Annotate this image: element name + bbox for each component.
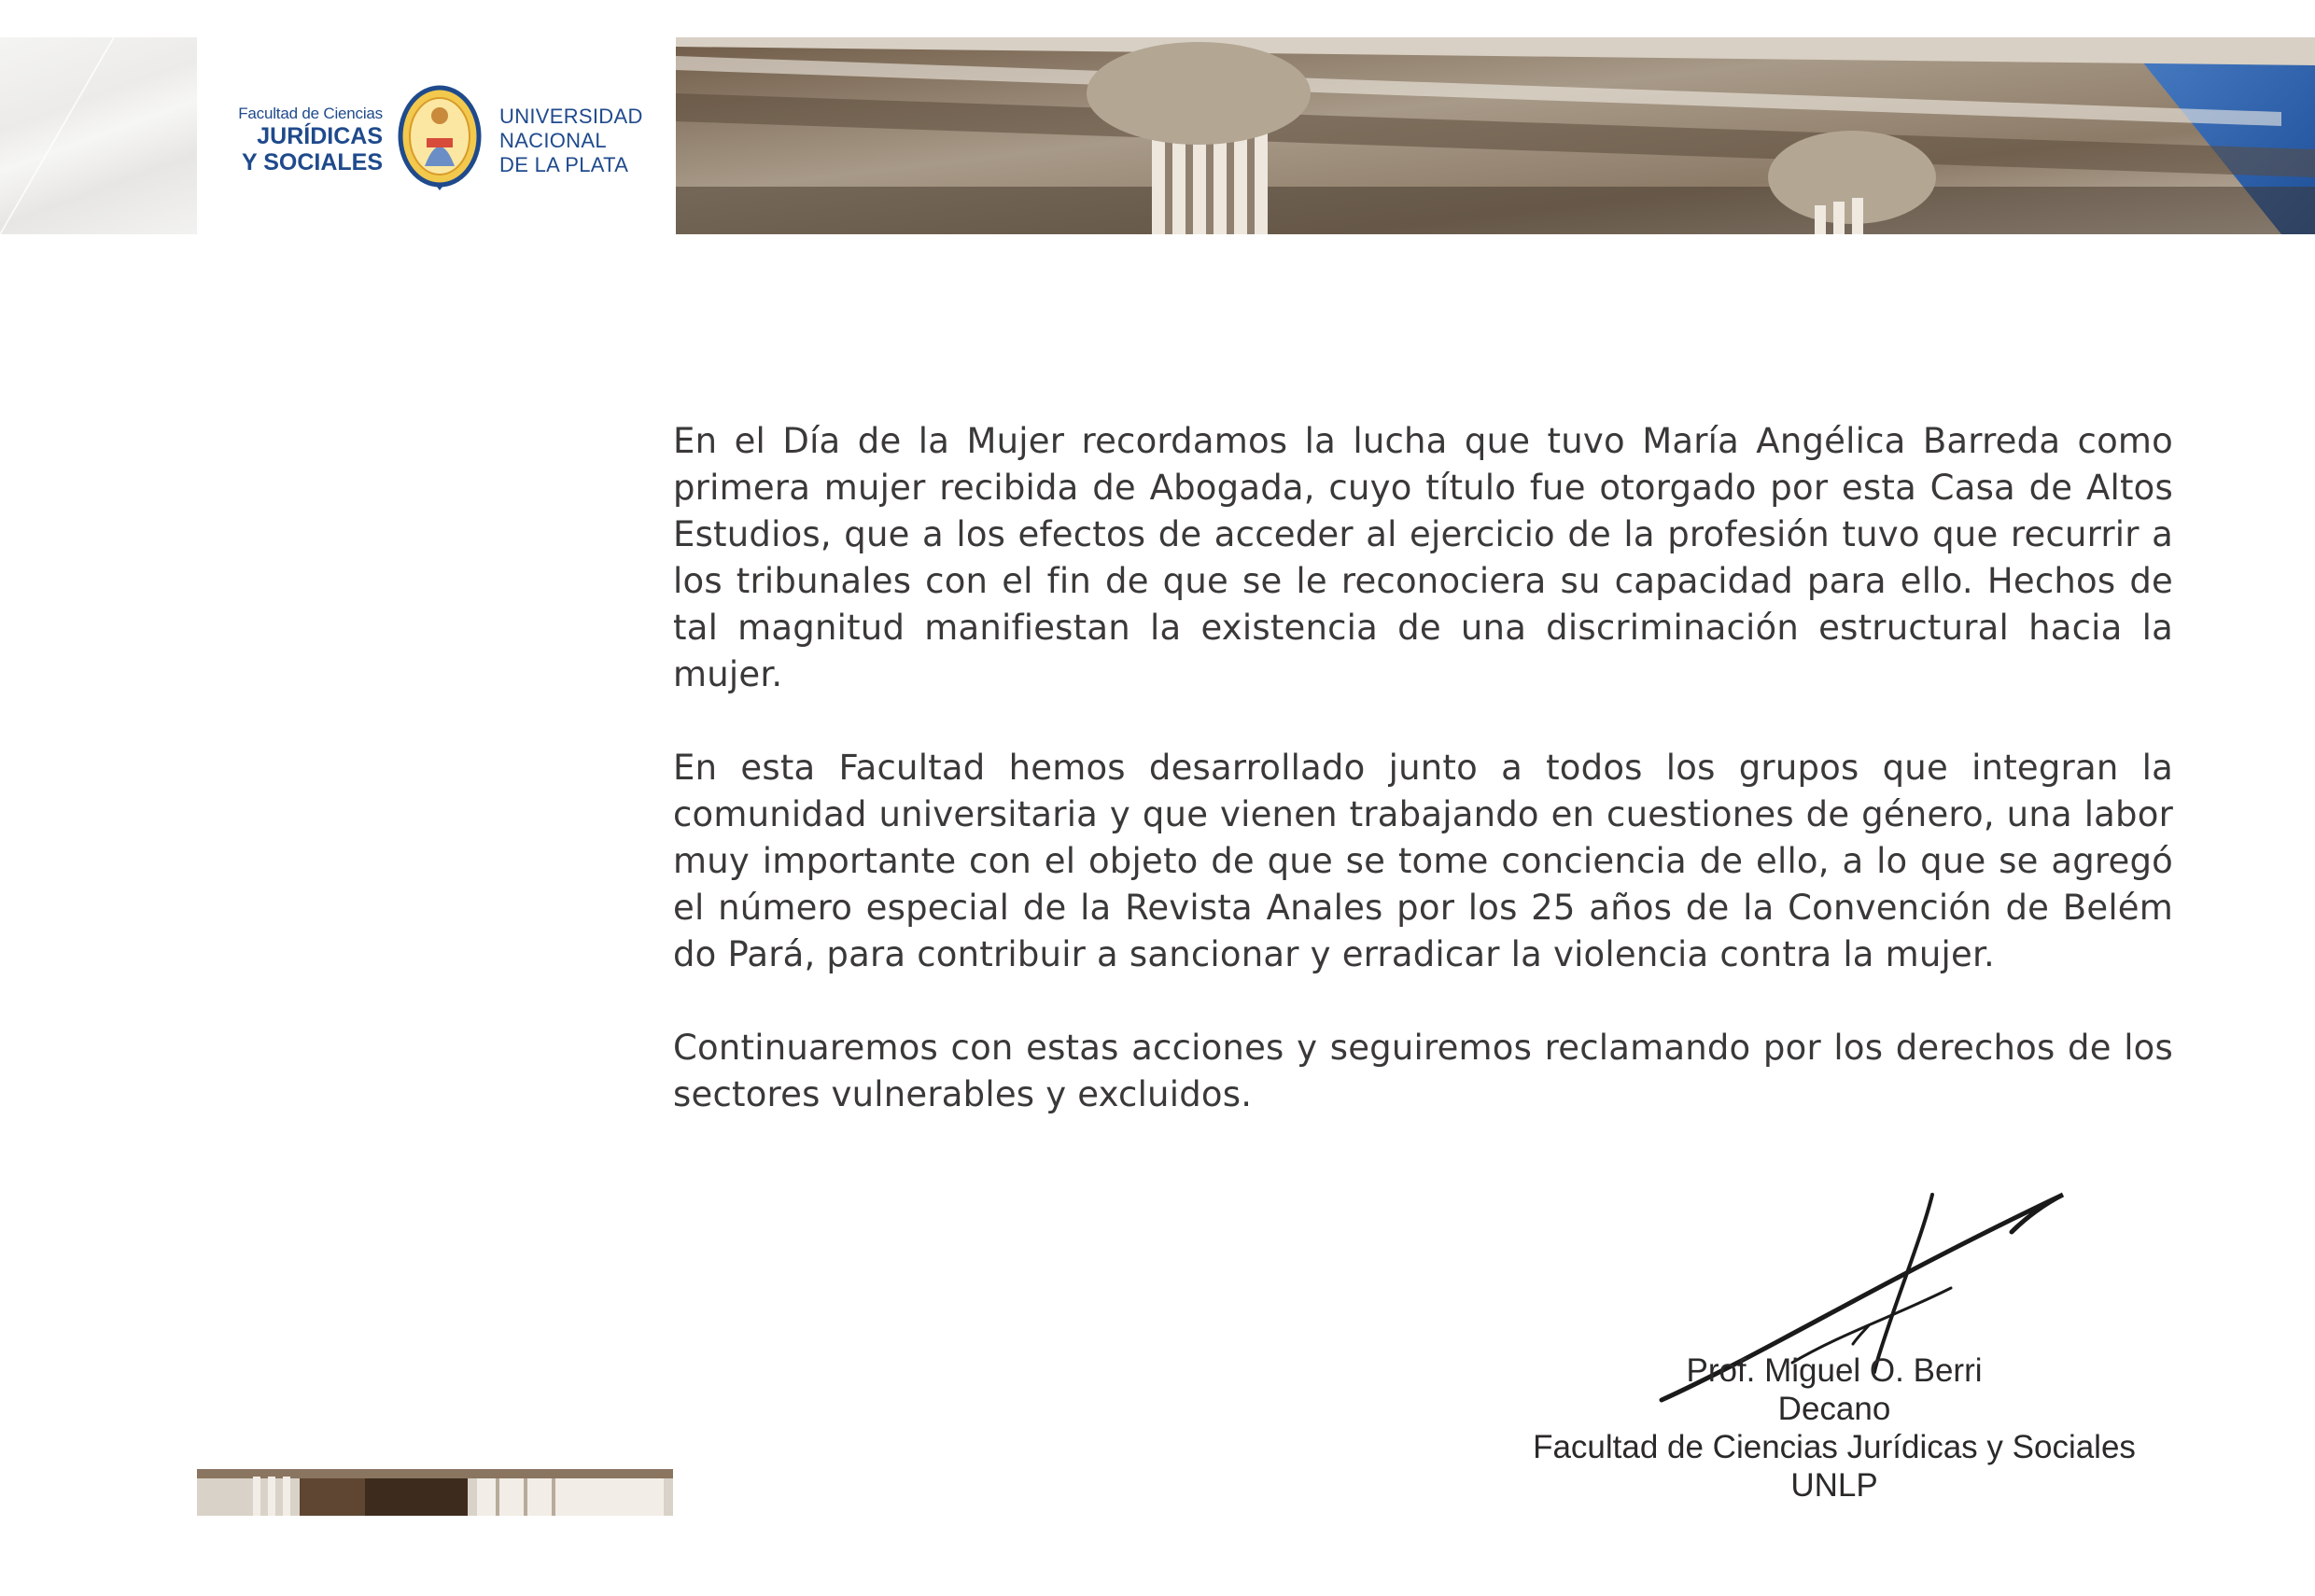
university-logo-line1: UNIVERSIDAD — [499, 105, 643, 128]
university-logo-line3: DE LA PLATA — [499, 153, 629, 176]
faculty-logo-small-text: Facultad de Ciencias — [238, 105, 383, 122]
faculty-logo — [233, 105, 383, 175]
faculty-logo-line2: Y SOCIALES — [242, 149, 383, 175]
signatory-name: Prof. Miguel O. Berri — [1686, 1352, 1983, 1389]
letter-paragraph-1: En el Día de la Mujer recordamos la lucha que tuvo María Angélica Barreda como primera mujer recibida de Abogada, cuyo título fue otorgado por esta Casa de Altos Estudios, que a los efectos de acceder al ejercicio de la profesión tuvo que recurrir a los tribunales con el fin de que se le reconociera su capacidad para ello. Hechos de tal magnitud manifiestan la existencia de una discriminación estructural hacia la mujer. — [673, 421, 2173, 694]
letter-paragraph-2: En esta Facultad hemos desarrollado junto a todos los grupos que integran la comunidad universitaria y que vienen trabajando en cuestiones de género, una labor muy importante con el objeto de que se tome conciencia de ello, a lo que se agregó el número especial de la Revista Anales por los 25 años de la Convención de Belém do Pará, para contribuir a sancionar y erradicar la violencia contra la mujer. — [673, 748, 2173, 974]
faculty-logo-line1: JURÍDICAS — [257, 123, 383, 149]
header-architecture-image — [676, 37, 2315, 234]
letter-body — [673, 418, 2173, 1165]
signature-block — [1494, 1351, 2175, 1505]
signatory-role: Decano — [1777, 1391, 1891, 1427]
letter-paragraph-3: Continuaremos con estas acciones y seguiremos reclamando por los derechos de los sectores vulnerables y excluidos. — [673, 1028, 2173, 1114]
university-logo — [499, 105, 643, 177]
university-seal-icon — [397, 82, 483, 194]
header-paper-texture — [0, 37, 197, 234]
signatory-university: UNLP — [1790, 1467, 1878, 1504]
footer-architecture-image — [197, 1469, 673, 1516]
university-logo-line2: NACIONAL — [499, 129, 607, 152]
signatory-faculty: Facultad de Ciencias Jurídicas y Sociales — [1533, 1429, 2136, 1465]
